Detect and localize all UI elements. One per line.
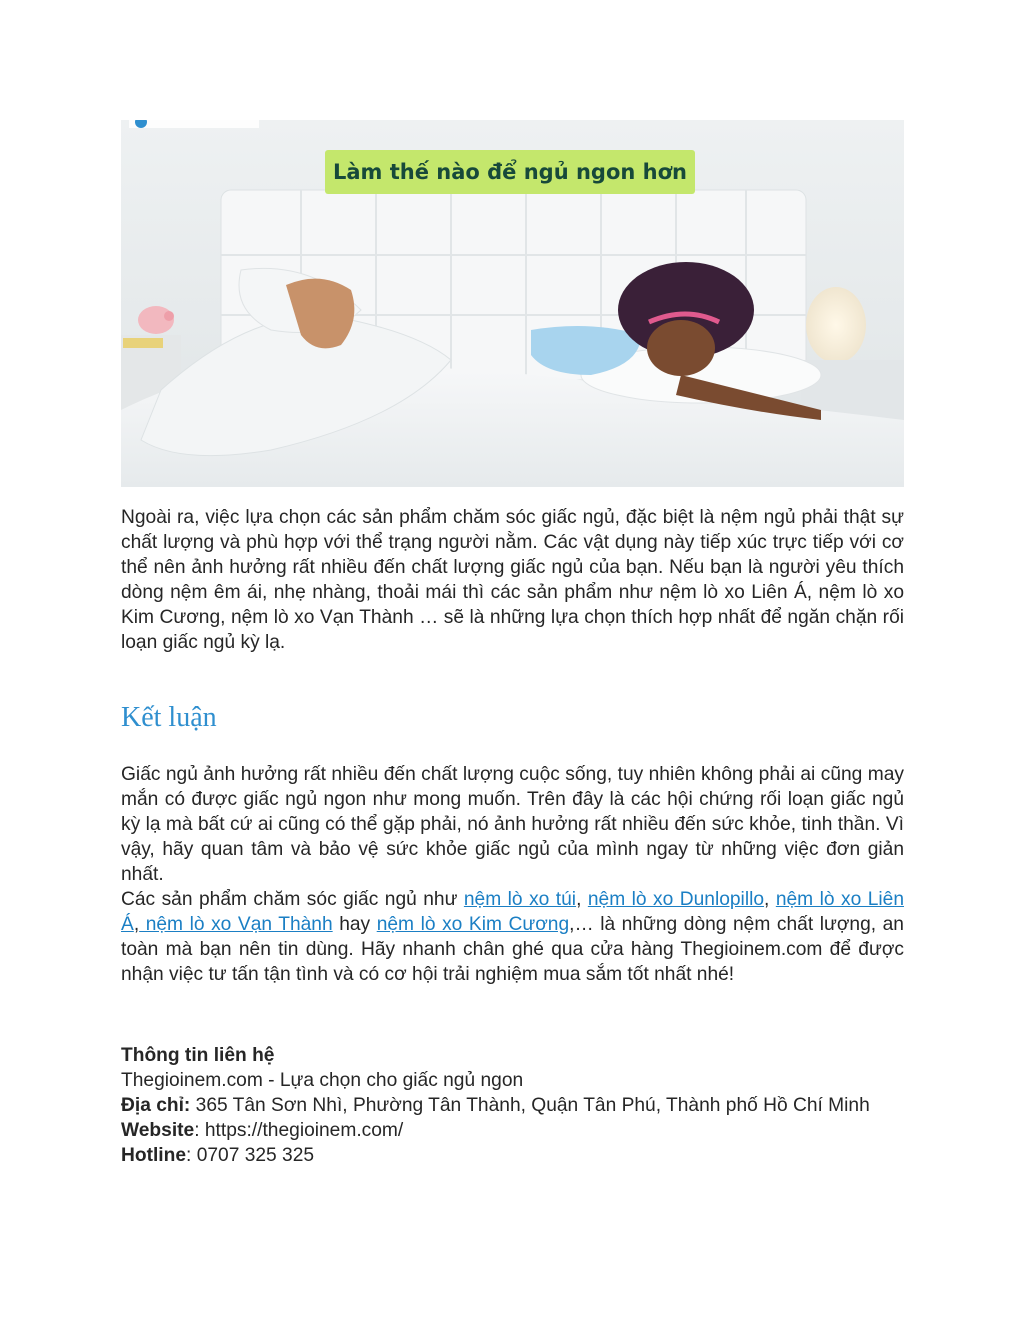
intro-paragraph: Ngoài ra, việc lựa chọn các sản phẩm chăm sóc giấc ngủ, đặc biệt là nệm ngủ phải thật sự chất lượng và phù hợp với thể trạng người nằm. Các vật dụng này tiếp xúc trực tiếp với cơ thể nên ảnh hưởng rất nhiều đến chất lượng giấc ngủ của bạn. Nếu bạn là người yêu thích dòng nệm êm ái, nhẹ nhàng, thoải mái thì các sản phẩm như nệm lò xo Liên Á, nệm lò xo Kim Cương, nệm lò xo Vạn Thành … sẽ là những lựa chọn thích hợp nhất để ngăn chặn rối loạn giấc ngủ kỳ lạ. (121, 507, 904, 653)
separator: , (133, 914, 140, 935)
link-nem-lo-xo-dunlopillo[interactable]: nệm lò xo Dunlopillo (587, 889, 765, 910)
hotline-value: : 0707 325 325 (186, 1145, 315, 1166)
link-nem-lo-xo-lien-a[interactable]: nệm lò xo Liên Á (121, 889, 904, 935)
hero-banner-text: Làm thế nào để ngủ ngon hơn (333, 160, 687, 184)
separator: , (576, 889, 588, 910)
contact-block (121, 1043, 904, 1168)
conclusion-paragraph: Giấc ngủ ảnh hưởng rất nhiều đến chất lượng cuộc sống, tuy nhiên không phải ai cũng may mắn có được giấc ngủ ngon như mong muốn. Trên đây là các hội chứng rối loạn giấc ngủ kỳ lạ mà bất cứ ai cũng có thể gặp phải, nó ảnh hưởng rất nhiều đến sức khỏe, tinh thần. Vì vậy, hãy quan tâm và bảo vệ sức khỏe giấc ngủ của mình ngay từ những việc đơn giản nhất. (121, 764, 904, 885)
separator: hay (332, 914, 377, 935)
contact-title: Thông tin liên hệ (121, 1045, 275, 1066)
address-value: 365 Tân Sơn Nhì, Phường Tân Thành, Quận Tân Phú, Thành phố Hồ Chí Minh (190, 1095, 870, 1116)
products-suffix: ,… là những dòng nệm chất lượng, an toàn mà bạn nên tin dùng. Hãy nhanh chân ghé qua cửa hàng Thegioinem.com để được nhận việc tư tấn tận tình và có cơ hội trải nghiệm mua sắm tốt nhất nhé! (121, 914, 904, 985)
contact-tagline: Thegioinem.com - Lựa chọn cho giấc ngủ ngon (121, 1070, 524, 1091)
link-nem-lo-xo-kim-cuong[interactable]: nệm lò xo Kim Cương (376, 914, 570, 935)
hotline-label: Hotline (121, 1145, 187, 1166)
address-label: Địa chỉ: (121, 1095, 191, 1116)
products-prefix: Các sản phẩm chăm sóc giấc ngủ như (121, 889, 464, 910)
products-paragraph (121, 887, 904, 987)
conclusion-heading: Kết luận (121, 702, 217, 733)
separator: , (764, 889, 776, 910)
link-nem-lo-xo-van-thanh[interactable]: nệm lò xo Vạn Thành (139, 914, 333, 935)
hero-banner (325, 150, 695, 194)
website-value: : https://thegioinem.com/ (194, 1120, 404, 1141)
hero-image (121, 120, 904, 487)
website-label: Website (121, 1120, 195, 1141)
link-nem-lo-xo-tui[interactable]: nệm lò xo túi (463, 889, 577, 910)
